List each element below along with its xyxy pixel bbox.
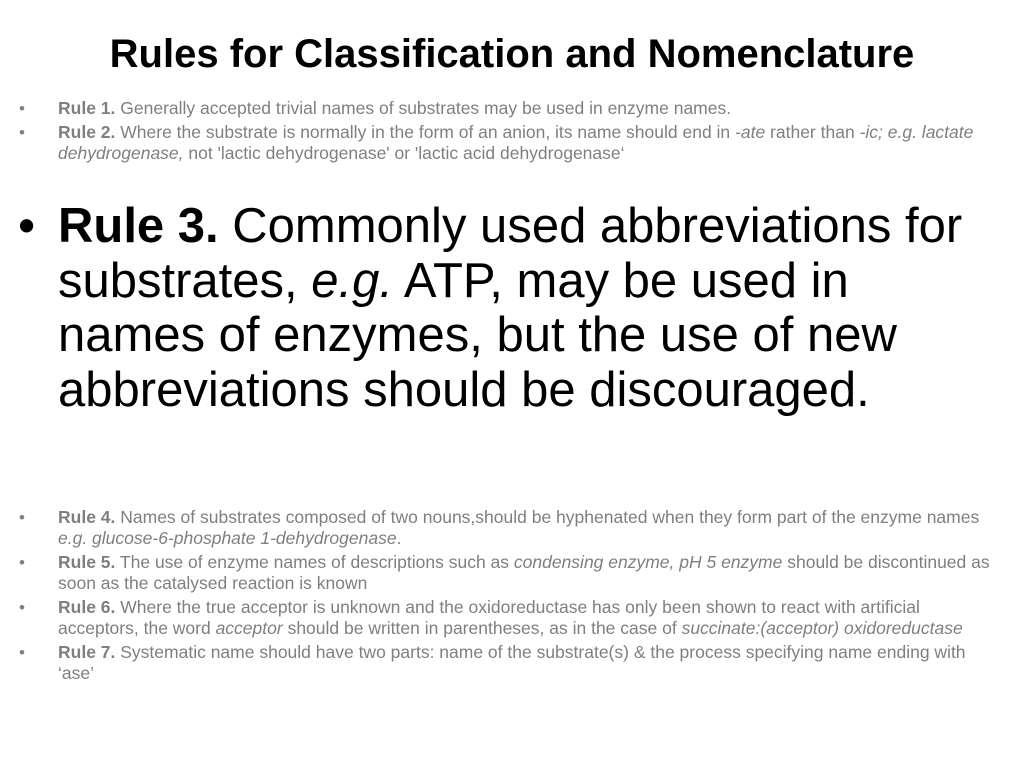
bullet-icon: • [19, 553, 25, 572]
rule-4-text-1: Names of substrates composed of two nouns,should be hyphenated when they form part of the enzyme names [115, 507, 980, 527]
rule-6-text-1: Where the true acceptor is unknown and the oxidoreductase has only been shown to react with artificial acceptors, the word [58, 597, 920, 638]
rule-5-item [0, 552, 1024, 594]
rule-6-text-2: should be written in parentheses, as in the case of [282, 618, 682, 638]
bullet-icon: • [19, 643, 25, 662]
rule-5-text-1: The use of enzyme names of descriptions such as [115, 552, 514, 572]
rule-6-item [0, 597, 1024, 639]
rule-1-item [0, 98, 1024, 119]
rule-2-text-2: rather than [765, 122, 860, 142]
rule-2-text-3: not 'lactic dehydrogenase' or 'lactic acid dehydrogenase‘ [183, 143, 625, 163]
rule-5-text-2: should be discontinued as soon as the catalysed reaction is known [58, 552, 990, 593]
rule-5-italic-1: condensing enzyme, pH 5 enzyme [513, 552, 783, 572]
rule-2-italic-2: -ic; e.g. lactate dehydrogenase, [58, 122, 974, 163]
rule-4-italic-1: e.g. glucose-6-phosphate 1-dehydrogenase [58, 528, 397, 548]
rule-4-label: Rule 4. [58, 507, 116, 527]
rule-4-text-2: . [396, 528, 402, 548]
rule-1-text: Generally accepted trivial names of substrates may be used in enzyme names. [115, 98, 732, 118]
rule-3-text-1: Commonly used abbreviations for substrates, [58, 199, 963, 308]
rule-6-italic-2: succinate:(acceptor) oxidoreductase [681, 618, 963, 638]
rule-2-item [0, 122, 1024, 164]
rule-2-label: Rule 2. [58, 122, 116, 142]
rule-6-italic-1: acceptor [215, 618, 283, 638]
rule-7-text: Systematic name should have two parts: name of the substrate(s) & the process specifying name ending with ‘ase’ [58, 642, 966, 683]
rule-2-italic-1: -ate [735, 122, 766, 142]
bullet-icon: • [19, 99, 25, 118]
rule-7-label: Rule 7. [58, 642, 116, 662]
rules-list-top [0, 98, 1024, 167]
rule-2-text-1: Where the substrate is normally in the form of an anion, its name should end in [115, 122, 736, 142]
rule-3-item [0, 199, 1024, 417]
rules-list-bottom [0, 507, 1024, 687]
bullet-icon: • [19, 123, 25, 142]
rule-1-label: Rule 1. [58, 98, 116, 118]
rule-3-label: Rule 3. [58, 199, 219, 253]
rule-4-item [0, 507, 1024, 549]
rule-5-label: Rule 5. [58, 552, 116, 572]
bullet-icon: • [18, 199, 36, 253]
rule-6-label: Rule 6. [58, 597, 116, 617]
rule-3-italic-1: e.g. [311, 253, 394, 308]
rule-3-text-2: ATP, may be used in names of enzymes, but the use of new abbreviations should be discouraged. [58, 253, 897, 417]
rule-7-item [0, 642, 1024, 684]
bullet-icon: • [19, 508, 25, 527]
slide-title: Rules for Classification and Nomenclature [109, 32, 915, 76]
rules-list-highlight [0, 199, 1024, 417]
bullet-icon: • [19, 598, 25, 617]
